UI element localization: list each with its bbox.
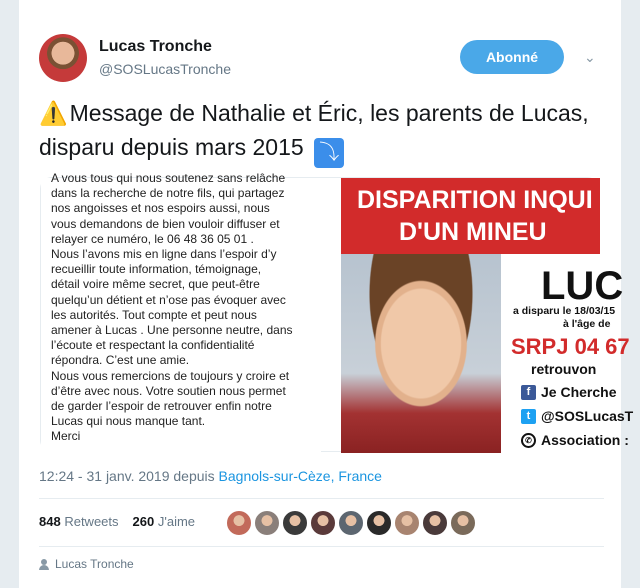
divider: [39, 498, 604, 499]
poster-facebook: f Je Cherche: [521, 384, 616, 400]
letter-line: les autorités. Tout compte et peut nous: [51, 307, 257, 322]
poster-twitter: t @SOSLucasT: [521, 408, 633, 424]
liker-avatar[interactable]: [226, 510, 252, 536]
likes-stat[interactable]: 260 J'aime: [132, 514, 196, 529]
poster-cta: retrouvon: [531, 361, 597, 377]
liker-avatar[interactable]: [366, 510, 392, 536]
retweets-stat[interactable]: 848 Retweets: [39, 514, 119, 529]
liker-avatar[interactable]: [338, 510, 364, 536]
divider: [39, 546, 604, 547]
letter-line: l’écoute et respectant la confidentialité: [51, 338, 255, 353]
poster-title-line1: DISPARITION INQUI: [357, 186, 593, 214]
letter-line: nos angoisses et nos espoirs aussi, nous: [51, 201, 270, 216]
letter-line: vous demandons de bien vouloir diffuser et: [51, 216, 280, 231]
letter-line: quelqu’un détient et n’ose pas évoquer avec: [51, 292, 286, 307]
likers-avatars: [226, 510, 476, 536]
letter-line: Lucas qui nous manque tant.: [51, 414, 206, 429]
user-name[interactable]: Lucas Tronche: [99, 38, 212, 55]
letter-text: [51, 171, 321, 445]
letter-line: Nous l’avons mis en ligne dans l’espoir d’y: [51, 247, 277, 262]
letter-line: répondra. C’est une amie.: [51, 353, 190, 368]
letter-line: relayer ce numéro, le 06 48 36 05 01 .: [51, 231, 254, 246]
follow-button[interactable]: Abonné: [460, 40, 564, 74]
poster-association: ✆ Association :: [521, 432, 629, 448]
tweet-timestamp: [39, 468, 382, 484]
letter-line: recueillir toute information, témoignage,: [51, 262, 262, 277]
timestamp-text[interactable]: 12:24 - 31 janv. 2019 depuis: [39, 468, 215, 484]
tweet-text: [39, 96, 604, 168]
letter-line: dans la recherche de notre fils, qui partagez: [51, 186, 285, 201]
letter-line: A vous tous qui nous soutenez sans relâche: [51, 171, 286, 185]
footer: [39, 557, 134, 571]
missing-poster-image[interactable]: [341, 178, 634, 453]
liker-avatar[interactable]: [310, 510, 336, 536]
poster-name: LUC: [541, 264, 624, 308]
user-handle[interactable]: @SOSLucasTronche: [99, 61, 231, 77]
avatar[interactable]: [39, 34, 87, 82]
tweet-media[interactable]: [40, 171, 634, 452]
letter-line: détail voire même secret, que peut-être: [51, 277, 260, 292]
liker-avatar[interactable]: [394, 510, 420, 536]
footer-author[interactable]: Lucas Tronche: [55, 557, 134, 571]
liker-avatar[interactable]: [422, 510, 448, 536]
missing-person-photo: [341, 254, 501, 453]
tweet-stats: [39, 514, 195, 529]
poster-phone: SRPJ 04 67: [511, 334, 630, 359]
arrow-down-right-icon: ⤵: [314, 138, 344, 168]
liker-avatar[interactable]: [282, 510, 308, 536]
letter-line: Nous vous remercions de toujours y croire et: [51, 368, 290, 383]
phone-icon: ✆: [521, 433, 536, 448]
letter-line: d’être avec nous. Votre soutien nous permet: [51, 383, 286, 398]
liker-avatar[interactable]: [450, 510, 476, 536]
poster-age: à l'âge de: [563, 318, 611, 330]
twitter-icon: t: [521, 409, 536, 424]
letter-line: Merci: [51, 429, 81, 444]
poster-disappeared-date: a disparu le 18/03/15: [513, 305, 616, 317]
liker-avatar[interactable]: [254, 510, 280, 536]
letter-line: amener à Lucas . Une personne neutre, dans: [51, 323, 293, 338]
tweet-body: Message de Nathalie et Éric, les parents de Lucas, disparu depuis mars 2015: [39, 100, 589, 160]
tweet-card: [19, 0, 634, 588]
location-link[interactable]: Bagnols-sur-Cèze, France: [218, 468, 382, 484]
chevron-down-icon[interactable]: ⌄: [584, 49, 596, 65]
facebook-icon: f: [521, 385, 536, 400]
person-icon: [39, 559, 49, 570]
warning-icon: ⚠️: [39, 100, 68, 126]
poster-title-line2: D'UN MINEU: [399, 218, 547, 246]
letter-line: de garder l’espoir de retrouver enfin notre: [51, 399, 272, 414]
letter-image[interactable]: [41, 171, 321, 453]
